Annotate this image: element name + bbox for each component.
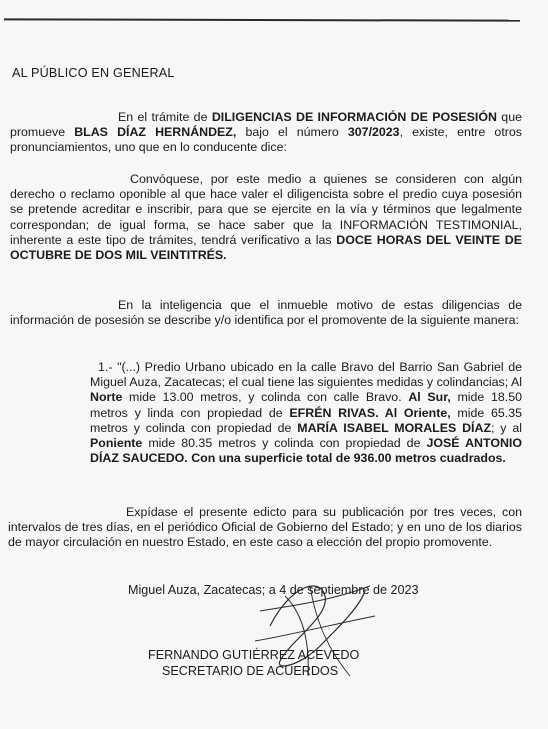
p1-text-a: En el trámite de: [118, 110, 212, 124]
p4-text-i: ; y al: [491, 420, 522, 435]
paragraph-property-intro: [10, 298, 522, 328]
p4-text-a: 1.- "(...) Predio Urbano ubicado en la calle Bravo del Barrio San Gabriel de Miguel Auza, Zacatecas; el cual tiene las siguientes medidas y colindancias; Al: [90, 360, 522, 390]
p4-east-owner: MARÍA ISABEL MORALES DÍAZ: [297, 420, 492, 435]
p4-east-neighbor: EFRÉN RIVAS. Al Oriente,: [289, 405, 451, 420]
p4-south: Al Sur,: [408, 390, 451, 405]
signer-title: SECRETARIO DE ACUERDOS: [162, 664, 339, 678]
p1-promoter-name: BLAS DÍAZ HERNÁNDEZ,: [74, 125, 237, 140]
p1-text-g: , existe, entre otros pronunciamientos, uno que en lo conducente dice:: [10, 125, 522, 155]
p4-text-k: mide 80.35 metros y colinda con propiedad de: [142, 436, 427, 451]
p1-text-e: bajo el número: [236, 125, 348, 140]
paragraph-intro: [10, 110, 522, 156]
p2-hearing-date: DOCE HORAS DEL VEINTE DE OCTUBRE DE DOS MIL VEINTITRÉS.: [10, 232, 523, 263]
paragraph-convocation: [10, 172, 522, 263]
p4-text-e: mide 18.50 metros y linda con propiedad de: [90, 390, 523, 420]
date-line: Miguel Auza, Zacatecas; a 4 de septiembre de 2023: [128, 583, 419, 597]
p4-west-owner-area: JOSÉ ANTONIO DÍAZ SAUCEDO. Con una superficie total de 936.00 metros cuadrados.: [90, 436, 522, 466]
top-rule: [4, 18, 520, 21]
p4-north: Norte: [90, 390, 123, 405]
p3-text-a: En la inteligencia que el inmueble motivo de estas diligencias de información de posesión se describe y/o identifica por el promovente de la siguiente manera:: [10, 298, 522, 328]
p4-text-g: mide 65.35 metros y colinda con propiedad de: [90, 405, 523, 435]
p1-text-c: que promueve: [10, 110, 522, 140]
p2-text-a: Convóquese, por este medio a quienes se consideren con algún derecho o reclamo oponible al que hace valer el diligencista sobre el predio cuya posesión se pretende acreditar e inscribir, para que se ejercite en la vía y términos que legalmente correspondan; de igual forma, se hace saber que la INFORMACIÓN TESTIMONIAL, inherente a este tipo de trámites, tendrá verificativo a las: [10, 172, 522, 247]
p1-case-number: 307/2023: [347, 125, 400, 140]
p5-text-a: Expídase el presente edicto para su publicación por tres veces, con intervalos de tres días, en el periódico Oficial de Gobierno del Estado; y en uno de los diarios de mayor circulación en nuestro Estado, en este caso a elección del propio promovente.: [8, 505, 522, 550]
p4-text-c: mide 13.00 metros, y colinda con calle Bravo.: [122, 390, 409, 405]
addressee: AL PÚBLICO EN GENERAL: [12, 66, 175, 80]
paragraph-property-description: [90, 360, 522, 466]
signer-name: FERNANDO GUTIÉRREZ ACEVEDO: [148, 648, 360, 662]
p1-proceeding-type: DILIGENCIAS DE INFORMACIÓN DE POSESIÓN: [211, 110, 497, 124]
p4-west: Poniente: [90, 436, 143, 451]
paragraph-publication: [8, 505, 522, 551]
